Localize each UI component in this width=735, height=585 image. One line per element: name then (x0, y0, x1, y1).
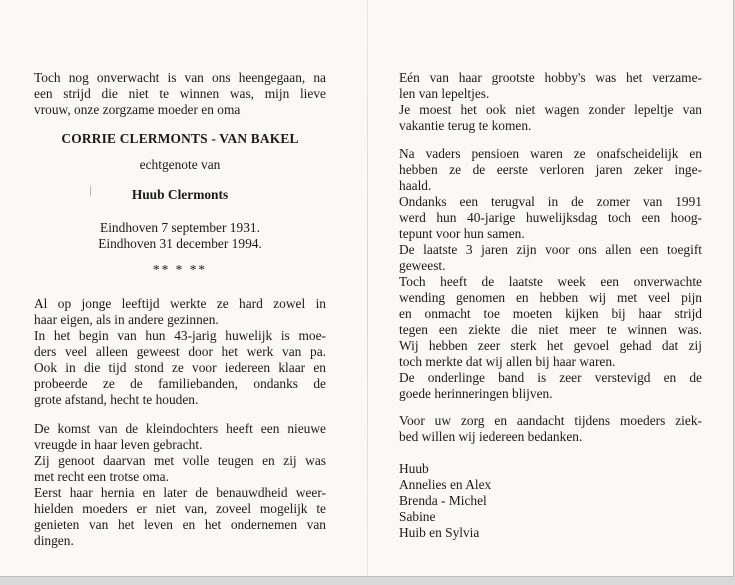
paragraph-line: De komst van de kleindochters heeft een nieuwe (34, 421, 326, 436)
paragraph-line: grote afstand, hecht te houden. (34, 392, 199, 407)
thanks-line: Voor uw zorg en aandacht tijdens moeders ziek- (399, 413, 702, 428)
paragraph-line: vakantie terug te komen. (399, 118, 532, 133)
spouse-label: echtgenote van (139, 157, 221, 172)
paragraph-line: vreugde in haar leven gebracht. (34, 437, 203, 452)
card-fold (367, 0, 368, 576)
paragraph-line: len van lepeltjes. (399, 86, 490, 101)
separator-stars: ** * ** (152, 262, 208, 277)
paragraph-line: De laatste 3 jaren zijn voor ons allen een toegift (399, 242, 702, 257)
paragraph-line: tegen een ziekte die niet meer te winnen was. (399, 322, 702, 337)
paragraph-line: hebben ze de eerste verloren jaren zeker inge- (399, 162, 702, 177)
signature-name: Brenda - Michel (399, 493, 487, 508)
paragraph-line: Zij genoot daarvan met volle teugen en zij was (34, 453, 326, 468)
paragraph-line: Na vaders pensioen waren ze onafscheidelijk en (399, 146, 702, 161)
paragraph-line: Eerst haar hernia en later de benauwdheid weer- (34, 485, 326, 500)
paragraph-line: Ondanks een terugval in de zomer van 1991 (399, 194, 702, 209)
paragraph-line: werd hun 40-jarige huwelijksdag toch een hoog- (399, 210, 702, 225)
paragraph-line: probeerde ze de familiebanden, ondanks de (34, 376, 326, 391)
paragraph-line: hielden moeders er niet van, zoveel mogelijk te (34, 501, 326, 516)
birth-line: Eindhoven 7 september 1931. (100, 220, 260, 235)
paragraph-line: Ook in die tijd stond ze voor iedereen klaar en (34, 360, 326, 375)
paragraph-line: dingen. (34, 533, 74, 548)
paragraph-line: Je moest het ook niet wagen zonder lepeltje van (399, 102, 702, 117)
paragraph-line: Toch heeft de laatste week een onverwachte (399, 274, 702, 289)
paragraph-line: Wij hebben zeer sterk het gevoel gehad dat zij (399, 338, 702, 353)
paragraph-line: Al op jonge leeftijd werkte ze hard zowel in (34, 296, 326, 311)
intro-line: vrouw, onze zorgzame moeder en oma (34, 102, 241, 117)
paragraph-line: geweest. (399, 258, 446, 273)
paragraph-line: ders veel alleen geweest door het werk van pa. (34, 344, 326, 359)
paragraph-line: haald. (399, 178, 432, 193)
paragraph-line: haar eigen, als in andere gezinnen. (34, 312, 219, 327)
intro-line: een strijd die niet te winnen was, mijn lieve (34, 86, 326, 101)
paragraph-line: goede herinneringen blijven. (399, 386, 553, 401)
deceased-name: CORRIE CLERMONTS - VAN BAKEL (61, 131, 299, 146)
spouse-name: Huub Clermonts (131, 187, 229, 202)
intro-line: Toch nog onverwacht is van ons heengegaan, na (34, 70, 326, 85)
signature-name: Sabine (399, 509, 436, 524)
signature-name: Annelies en Alex (399, 477, 492, 492)
signature-name: Huib en Sylvia (399, 525, 480, 540)
paragraph-line: toch merkte dat wij allen bij haar waren. (399, 354, 616, 369)
thanks-line: bed willen wij iedereen bedanken. (399, 429, 583, 444)
paragraph-line: en onmacht toe moeten kijken bij haar strijd (399, 306, 702, 321)
death-line: Eindhoven 31 december 1994. (98, 236, 262, 251)
paragraph-line: Eén van haar grootste hobby's was het verzame- (399, 70, 702, 85)
paragraph-line: met recht een trotse oma. (34, 469, 169, 484)
paragraph-line: De onderlinge band is zeer verstevigd en de (399, 370, 702, 385)
paragraph-line: genieten van het leven en het ondernemen van (34, 517, 326, 532)
paragraph-line: In het begin van hun 43-jarig huwelijk is moe- (34, 328, 326, 343)
paragraph-line: tepunt voor hun samen. (399, 226, 525, 241)
signature-name: Huub (399, 461, 429, 476)
paragraph-line: wending genomen en hebben wij met veel pijn (399, 290, 702, 305)
